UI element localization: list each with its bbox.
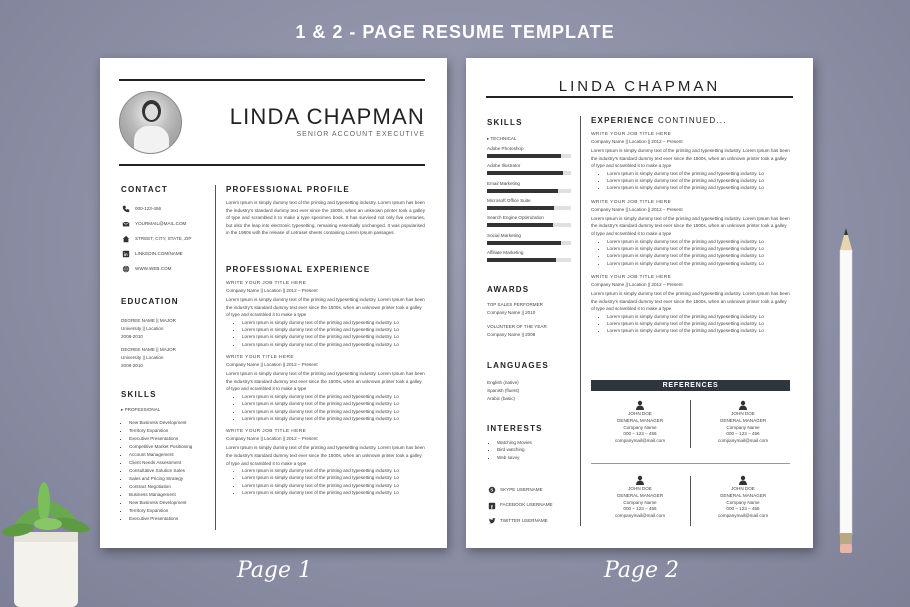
job-bullet: • Lorem Ipsum is simply dummy text of the printing and typesetting industry. Lo [242,467,425,474]
job-entry [591,199,790,267]
job-description: Lorem Ipsum is simply dummy text of the printing and typesetting industry. Lorem Ipsum has been the industry's standard dummy text ever since the 1500s, when an unknown printer took a galley of type and scrambled it to make a type [226,297,425,318]
job-title: WRITE YOUR JOB TITLE HERE [226,281,307,286]
experience-heading: EXPERIENCE CONTINUED... [591,116,727,125]
home-icon [121,235,130,243]
linkedin-icon [121,250,130,258]
contact-item: LINKEDIN.COM/NAME [135,250,183,256]
award-item: TOP SALES PERFORMER Company Name || 2010 [487,302,543,315]
reference-company: Company Name [726,499,760,505]
skill-item: ▪ Competitive Market Positioning [129,443,192,451]
page-caption: Page 2 [604,558,680,583]
facebook-icon [487,502,496,510]
social-item: FACEBOOK USERNAME [500,502,553,507]
job-bullets [591,313,790,335]
tech-skill-fill [487,258,556,262]
svg-text:in: in [123,252,128,258]
skill-item: ▪ Executive Presentations [129,515,192,523]
social-item: SKYPE USERNAME [500,486,543,492]
job-description: Lorem Ipsum is simply dummy text of the printing and typesetting industry. Lorem Ipsum has been the industry's standard dummy text ever since the 1500s, when an unknown printer took a galley of type and scrambled it to make a type [226,445,425,466]
reference-email: companymail@mail.com [717,513,769,519]
reference-email: companymail@mail.com [614,438,666,444]
reference-card [696,400,790,445]
column-divider [580,116,581,526]
job-bullet: • Lorem Ipsum is simply dummy text of the printing and typesetting industry. Lo [607,238,790,245]
tech-skill-bar [487,241,571,245]
skills-subheading: ▸ PROFESSIONAL [121,407,161,412]
skill-item: ▪ Territory Expansion [129,427,192,435]
tech-skill-fill [487,241,561,245]
job-bullets [226,393,425,422]
job-title: WRITE YOUR JOB TITLE HERE [226,429,307,435]
awards-heading: AWARDS [487,285,530,294]
job-bullet: • Lorem Ipsum is simply dummy text of the printing and typesetting industry. Lo [242,393,425,400]
ref-divider [690,400,691,448]
profile-text: Lorem Ipsum is simply dummy text of the printing and typesetting industry. Lorem Ipsum has been the industry's standard dummy text ever since the 1500s, when an unknown printer took a galley of type and scrambled it to make a type specimen book. It has survived not only five centuries, but also the leap into electronic typesetting, remaining essentially unchanged. It was popularised in the 1960s with the release of Letraset sheets containing Lorem Ipsum passages. [226,200,425,236]
skill-item: ▪ Account Management [129,451,192,459]
languages-heading: LANGUAGES [487,361,549,370]
person-icon [696,475,790,485]
reference-card [593,400,687,445]
person-icon [696,400,790,410]
award-item: VOLUNTEER OF THE YEAR Company Name || 2008 [487,324,547,337]
job-entry [591,131,790,192]
job-description: Lorem Ipsum is simply dummy text of the printing and typesetting industry. Lorem Ipsum has been the industry's standard dummy text ever since the 1500s, when an unknown printer took a galley of type and scrambled it to make a type [591,291,790,312]
reference-name: JOHN DOE [628,411,652,416]
person-icon [593,400,687,410]
reference-name: JOHN DOE [628,486,652,491]
skill-item: ▪ New Business Development [129,499,192,507]
reference-phone: 000 – 123 – 456 [623,506,657,512]
globe-icon [121,265,130,273]
languages-list: English (native) Spanish (fluent) Arabic (basic) [487,380,520,401]
resume-page-2 [466,58,813,548]
reference-role: GENERAL MANAGER [616,492,664,498]
skills-list [119,419,192,523]
job-bullet: • Lorem Ipsum is simply dummy text of the printing and typesetting industry. Lo [242,400,425,407]
job-bullet: • Lorem Ipsum is simply dummy text of the printing and typesetting industry. Lo [242,333,425,340]
reference-name: JOHN DOE [731,486,755,491]
reference-phone: 000 – 123 – 456 [623,431,657,437]
job-bullet: • Lorem Ipsum is simply dummy text of the printing and typesetting industry. Lo [242,341,425,348]
job-company: Company Name || Location || 2012 – Present [226,436,318,442]
job-bullet: • Lorem Ipsum is simply dummy text of the printing and typesetting industry. Lo [242,319,425,326]
ref-divider [690,476,691,526]
reference-role: GENERAL MANAGER [719,492,767,498]
column-divider [215,185,216,530]
job-bullet: • Lorem Ipsum is simply dummy text of the printing and typesetting industry. Lo [607,252,790,259]
tech-skill-label: Affiliate Marketing [487,249,524,255]
resume-page-1 [100,58,447,548]
job-title: WRITE YOUR JOB TITLE HERE [591,132,672,137]
skills-heading: SKILLS [121,390,157,399]
skill-item: ▪ Consultative Solution Sales [129,467,192,475]
job-company: Company Name || Location || 2012 – Present [591,139,683,144]
contact-item: 000-123-456 [135,205,162,211]
banner-title: 1 & 2 - PAGE RESUME TEMPLATE [295,22,615,42]
job-entry [226,354,425,422]
header-rule [119,164,425,166]
tech-skill-bar [487,223,571,227]
job-bullet: • Lorem Ipsum is simply dummy text of the printing and typesetting industry. Lo [607,327,790,334]
mail-icon [121,220,130,228]
resume-name: LINDA CHAPMAN [229,104,425,129]
reference-company: Company Name [623,424,657,430]
job-bullet: • Lorem Ipsum is simply dummy text of the printing and typesetting industry. Lo [242,408,425,415]
reference-email: companymail@mail.com [614,513,666,519]
job-company: Company Name || Location || 2012 – Present [226,362,318,368]
contact-item: STREET, CITY, STATE, ZIP [135,235,192,241]
plant-decoration [0,480,110,607]
education-heading: EDUCATION [121,297,179,306]
profile-heading: PROFESSIONAL PROFILE [226,185,350,194]
job-description: Lorem Ipsum is simply dummy text of the printing and typesetting industry. Lorem Ipsum has been the industry's standard dummy text ever since the 1500s, when an unknown printer took a galley of type and scrambled it to make a type [591,215,790,237]
interests-heading: INTERESTS [487,424,543,433]
job-entry [591,274,790,335]
tech-skill-label: Search Engine Optimization [487,215,544,221]
tech-skill-label: Social Marketing [487,232,521,238]
job-entry [226,428,425,496]
tech-skill-bar [487,171,571,175]
resume-name: LINDA CHAPMAN [558,78,721,95]
skill-item: ▪ Territory Expansion [129,507,192,515]
contact-item: YOURMAIL@MAIL.COM [135,220,187,226]
job-bullet: • Lorem Ipsum is simply dummy text of the printing and typesetting industry. Lo [607,245,790,252]
tech-skill-fill [487,154,561,158]
tech-skill-label: Adobe Photoshop [487,146,524,151]
job-title: WRITE YOUR JOB TITLE HERE [591,275,672,281]
experience-heading: PROFESSIONAL EXPERIENCE [226,265,371,274]
references-heading: REFERENCES [591,380,790,391]
job-company: Company Name || Location || 2012 – Present [226,288,318,293]
skills-heading: SKILLS [487,118,523,127]
education-item: DEGREE NAME || MAJOR University || Location 2008-2010 [121,347,176,368]
page-caption: Page 1 [237,558,313,583]
reference-card [696,475,790,520]
skill-item: ▪ Business Management [129,491,192,499]
reference-role: GENERAL MANAGER [719,417,767,423]
tech-skill-fill [487,206,554,210]
job-bullets [226,319,425,348]
job-bullet: • Lorem Ipsum is simply dummy text of the printing and typesetting industry. Lo [607,184,790,191]
job-bullet: • Lorem Ipsum is simply dummy text of the printing and typesetting industry. Lo [607,170,790,177]
tech-skill-fill [487,189,558,193]
skills-subheading: ▸ TECHNICAL [487,136,517,141]
twitter-icon [487,517,496,525]
skill-item: ▪ Sales and Pricing Strategy [129,475,192,483]
phone-icon [121,205,130,213]
job-title: WRITE YOUR JOB TITLE HERE [591,199,672,205]
job-bullet: • Lorem Ipsum is simply dummy text of the printing and typesetting industry. Lo [607,320,790,327]
pencil-decoration [836,228,856,553]
job-bullets [591,238,790,267]
job-description: Lorem Ipsum is simply dummy text of the printing and typesetting industry. Lorem Ipsum has been the industry's standard dummy text ever since the 1500s, when an unknown printer took a galley of type and scrambled it to make a type [226,371,425,392]
reference-company: Company Name [623,499,657,505]
job-entry [226,280,425,348]
social-item: TWITTER USERNAME [500,517,548,523]
education-item: DEGREE NAME || MAJOR University || Location 2008-2010 [121,318,176,339]
top-rule [486,96,793,98]
job-bullets [591,170,790,192]
reference-card [593,475,687,520]
reference-phone: 000 – 123 – 456 [726,431,760,437]
job-title: WRITE YOUR TITLE HERE [226,355,294,361]
job-bullets [226,467,425,496]
job-bullet: • Lorem Ipsum is simply dummy text of the printing and typesetting industry. Lo [607,260,790,267]
job-description: Lorem Ipsum is simply dummy text of the printing and typesetting industry. Lorem Ipsum has been the industry's standard dummy text ever since the 1500s, when an unknown printer took a galley of type and scrambled it to make a type [591,148,790,169]
reference-role: GENERAL MANAGER [616,417,664,423]
job-company: Company Name || Location || 2012 – Present [591,206,683,212]
tech-skill-label: Microsoft Office Suite [487,197,531,203]
profile-photo [119,91,182,154]
skype-icon [487,486,496,494]
skill-item: ▪ New Business Development [129,419,192,427]
job-bullet: • Lorem Ipsum is simply dummy text of the printing and typesetting industry. Lo [242,474,425,481]
job-company: Company Name || Location || 2012 – Present [591,282,683,288]
skill-item: ▪ Client Needs Assessment [129,459,192,467]
job-bullet: • Lorem Ipsum is simply dummy text of the printing and typesetting industry. Lo [607,313,790,320]
skill-item: ▪ Executive Presentations [129,435,192,443]
svg-text:f: f [490,504,493,510]
svg-text:S: S [489,487,493,493]
skill-item: ▪ Contract Negotiation [129,483,192,491]
tech-skill-bar [487,206,571,210]
reference-phone: 000 – 123 – 456 [726,506,760,512]
tech-skill-bar [487,189,571,193]
job-bullet: • Lorem Ipsum is simply dummy text of the printing and typesetting industry. Lo [242,489,425,496]
job-bullet: • Lorem Ipsum is simply dummy text of the printing and typesetting industry. Lo [242,415,425,422]
job-bullet: • Lorem Ipsum is simply dummy text of the printing and typesetting industry. Lo [607,177,790,184]
tech-skill-bar [487,154,571,158]
tech-skill-label: Adobe Illustrator [487,163,521,169]
job-bullet: • Lorem Ipsum is simply dummy text of the printing and typesetting industry. Lo [242,326,425,333]
resume-role: SENIOR ACCOUNT EXECUTIVE [296,131,425,138]
top-rule [119,79,425,81]
interests-list: ▪ Watching Movies ▪ Bird watching ▪ Web savvy [487,439,532,461]
reference-company: Company Name [726,424,760,430]
tech-skill-fill [487,223,553,227]
tech-skill-label: Email Marketing [487,180,520,186]
contact-heading: CONTACT [121,185,168,194]
job-bullet: • Lorem Ipsum is simply dummy text of the printing and typesetting industry. Lo [242,482,425,489]
person-icon [593,475,687,485]
reference-email: companymail@mail.com [717,438,769,444]
ref-divider [591,463,790,464]
reference-name: JOHN DOE [731,411,755,416]
tech-skill-fill [487,171,563,175]
contact-item: WWW.WEB.COM [135,265,172,271]
tech-skill-bar [487,258,571,262]
